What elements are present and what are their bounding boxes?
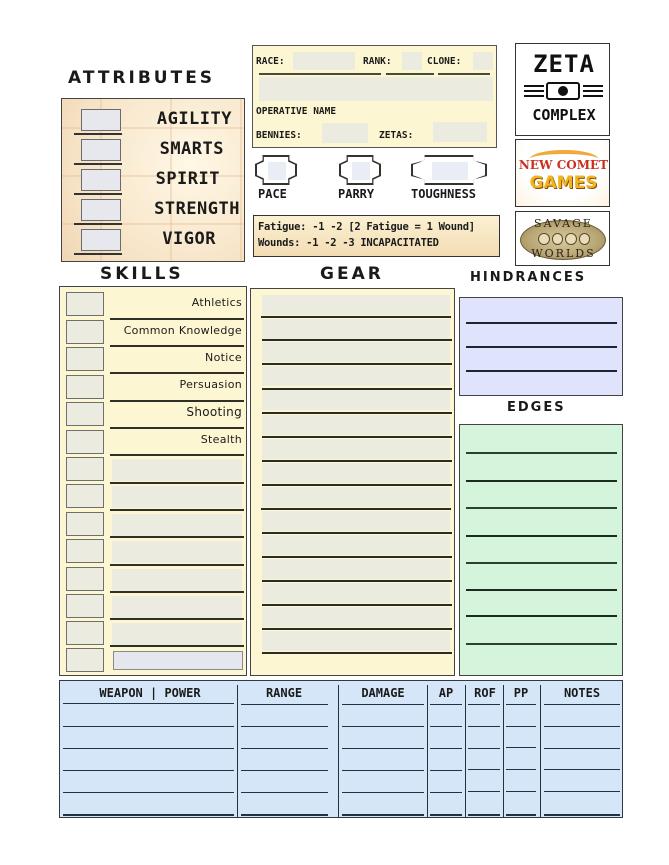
divider (74, 253, 122, 255)
clone-field[interactable] (473, 52, 493, 70)
edge-line[interactable] (466, 507, 617, 509)
bennies-field[interactable] (322, 123, 368, 143)
skill-label: Shooting (186, 405, 242, 419)
attribute-die-field[interactable] (81, 229, 121, 251)
race-field[interactable] (293, 52, 355, 70)
attribute-die-field[interactable] (81, 139, 121, 161)
divider (110, 618, 244, 620)
rank-field[interactable] (402, 52, 422, 70)
bennies-label: BENNIES: (256, 130, 302, 141)
skill-name-field[interactable] (113, 651, 243, 670)
gear-field[interactable] (262, 342, 450, 362)
skill-label: Stealth (200, 433, 242, 446)
skill-die-field[interactable] (66, 484, 104, 508)
skill-die-field[interactable] (66, 292, 104, 316)
pace-field[interactable] (255, 155, 297, 185)
attributes-heading: ATTRIBUTES (68, 68, 216, 88)
skill-die-field[interactable] (66, 375, 104, 399)
skill-die-field[interactable] (66, 648, 104, 672)
skills-panel (59, 286, 247, 676)
attribute-row-smarts (62, 137, 246, 168)
column-header-range: RANGE (265, 686, 303, 700)
race-underline (259, 73, 381, 75)
divider (262, 556, 452, 558)
operative-name-field[interactable] (259, 77, 493, 101)
attribute-die-field[interactable] (81, 169, 121, 191)
skill-die-field[interactable] (66, 621, 104, 645)
edge-line[interactable] (466, 615, 617, 617)
column-header-rof: ROF (474, 686, 496, 700)
clone-underline (438, 73, 490, 75)
divider (262, 604, 452, 606)
edge-line[interactable] (466, 562, 617, 564)
divider (262, 532, 452, 534)
gear-field[interactable] (262, 487, 450, 507)
column-divider (427, 685, 428, 817)
column-header-ap: AP (438, 686, 454, 700)
column-header-pp: PP (513, 686, 529, 700)
divider (110, 591, 244, 593)
edge-line[interactable] (466, 589, 617, 591)
gear-heading: GEAR (320, 264, 384, 284)
skill-label: Athletics (191, 296, 242, 309)
skill-name-field[interactable] (112, 514, 242, 536)
divider (110, 427, 244, 429)
skill-name-field[interactable] (112, 596, 242, 618)
gear-field[interactable] (262, 607, 450, 627)
edge-line[interactable] (466, 535, 617, 537)
skill-name-field[interactable] (112, 569, 242, 591)
rank-underline (386, 73, 434, 75)
rank-label: RANK: (363, 56, 392, 67)
edge-line[interactable] (466, 643, 617, 645)
attribute-label: AGILITY (156, 109, 232, 129)
gear-field[interactable] (262, 511, 450, 531)
toughness-label: TOUGHNESS (411, 187, 477, 201)
divider (261, 508, 451, 510)
operative-name-label: OPERATIVE NAME (256, 106, 337, 117)
character-info-panel (252, 45, 497, 148)
column-divider (237, 685, 238, 817)
column-header-weapon: WEAPON | POWER (99, 686, 201, 700)
skill-die-field[interactable] (66, 320, 104, 344)
divider (110, 564, 244, 566)
edges-heading: EDGES (507, 400, 566, 415)
divider (262, 628, 452, 630)
divider (110, 454, 244, 456)
attribute-label: STRENGTH (154, 199, 240, 219)
hindrance-line[interactable] (466, 370, 617, 372)
divider (262, 652, 452, 654)
attribute-die-field[interactable] (81, 109, 121, 131)
attribute-die-field[interactable] (81, 199, 121, 221)
column-divider (503, 685, 504, 817)
column-divider (540, 685, 541, 817)
divider (262, 339, 452, 341)
attribute-label: VIGOR (162, 229, 216, 249)
divider (262, 484, 452, 486)
attribute-label: SPIRIT (155, 169, 220, 189)
skill-die-field[interactable] (66, 539, 104, 563)
skill-die-field[interactable] (66, 567, 104, 591)
divider (110, 318, 244, 320)
savage-dice-icon (538, 233, 590, 245)
divider (262, 412, 452, 414)
newcomet-top-text: NEW COMET (518, 158, 609, 172)
skill-label: Persuasion (179, 378, 242, 391)
zeta-logo-top-text: ZETA (533, 50, 595, 78)
skill-label: Notice (205, 351, 242, 364)
divider (110, 536, 244, 538)
gear-field[interactable] (262, 390, 450, 410)
divider (110, 372, 244, 374)
gear-field[interactable] (262, 366, 450, 386)
column-divider (338, 685, 339, 817)
zetas-label: ZETAS: (379, 130, 414, 141)
skill-die-field[interactable] (66, 402, 104, 426)
skill-name-field[interactable] (112, 541, 242, 563)
hindrance-line[interactable] (466, 322, 617, 324)
savage-bottom-text: WORLDS (531, 247, 596, 260)
divider (262, 363, 452, 365)
skill-name-field[interactable] (112, 623, 242, 645)
column-header-notes: NOTES (563, 686, 601, 700)
divider (74, 133, 122, 135)
new-comet-games-logo (515, 139, 610, 207)
attribute-row-vigor (62, 227, 246, 258)
savage-top-text: SAVAGE (534, 217, 593, 230)
hindrance-line[interactable] (466, 346, 617, 348)
divider (74, 193, 122, 195)
gear-field[interactable] (262, 583, 450, 603)
edge-line[interactable] (466, 452, 617, 454)
divider (262, 436, 452, 438)
fatigue-track[interactable]: Fatigue: -1 -2 [2 Fatigue = 1 Wound] (258, 221, 475, 233)
zetas-field[interactable] (433, 122, 487, 142)
divider (261, 316, 451, 318)
skill-die-field[interactable] (66, 430, 104, 454)
attribute-row-spirit (62, 167, 246, 198)
pace-label: PACE (258, 187, 287, 201)
skill-name-field[interactable] (112, 486, 242, 508)
divider (262, 460, 452, 462)
hindrances-panel (459, 297, 623, 396)
parry-field[interactable] (339, 155, 381, 185)
gear-field[interactable] (262, 463, 450, 483)
toughness-field[interactable] (411, 155, 487, 185)
attributes-panel (61, 98, 245, 262)
fatigue-wounds-panel (253, 215, 500, 257)
attribute-row-agility (62, 107, 246, 138)
gear-field[interactable] (262, 439, 450, 459)
skill-die-field[interactable] (66, 457, 104, 481)
clone-label: CLONE: (427, 56, 462, 67)
edge-line[interactable] (466, 480, 617, 482)
skills-heading: SKILLS (100, 264, 184, 284)
race-label: RACE: (256, 56, 285, 67)
column-divider (465, 685, 466, 817)
weapons-table (59, 680, 623, 818)
gear-field[interactable] (262, 295, 450, 315)
hindrances-heading: HINDRANCES (470, 270, 587, 285)
eye-icon (546, 82, 580, 100)
newcomet-bottom-text: GAMES (529, 173, 598, 193)
wounds-track[interactable]: Wounds: -1 -2 -3 INCAPACITATED (258, 237, 439, 249)
divider (110, 345, 244, 347)
attribute-label: SMARTS (159, 139, 224, 159)
divider (262, 580, 452, 582)
gear-field[interactable] (262, 559, 450, 579)
zeta-complex-logo (515, 43, 610, 136)
gear-field[interactable] (262, 631, 450, 651)
skill-die-field[interactable] (66, 347, 104, 371)
gear-field[interactable] (262, 535, 450, 555)
gear-field[interactable] (262, 319, 450, 339)
skill-name-field[interactable] (112, 459, 242, 481)
skill-die-field[interactable] (66, 512, 104, 536)
skill-die-field[interactable] (66, 594, 104, 618)
divider (110, 400, 244, 402)
divider (110, 509, 244, 511)
divider (74, 163, 122, 165)
edges-panel (459, 424, 623, 676)
divider (74, 223, 122, 225)
skill-label: Common Knowledge (123, 324, 242, 337)
gear-panel (250, 288, 455, 676)
zeta-logo-bottom-text: COMPLEX (532, 106, 596, 124)
parry-label: PARRY (338, 187, 375, 201)
column-header-damage: DAMAGE (361, 686, 405, 700)
savage-worlds-logo (515, 211, 610, 266)
attribute-row-strength (62, 197, 246, 228)
gear-field[interactable] (262, 415, 450, 435)
divider (110, 482, 244, 484)
divider (110, 645, 244, 647)
